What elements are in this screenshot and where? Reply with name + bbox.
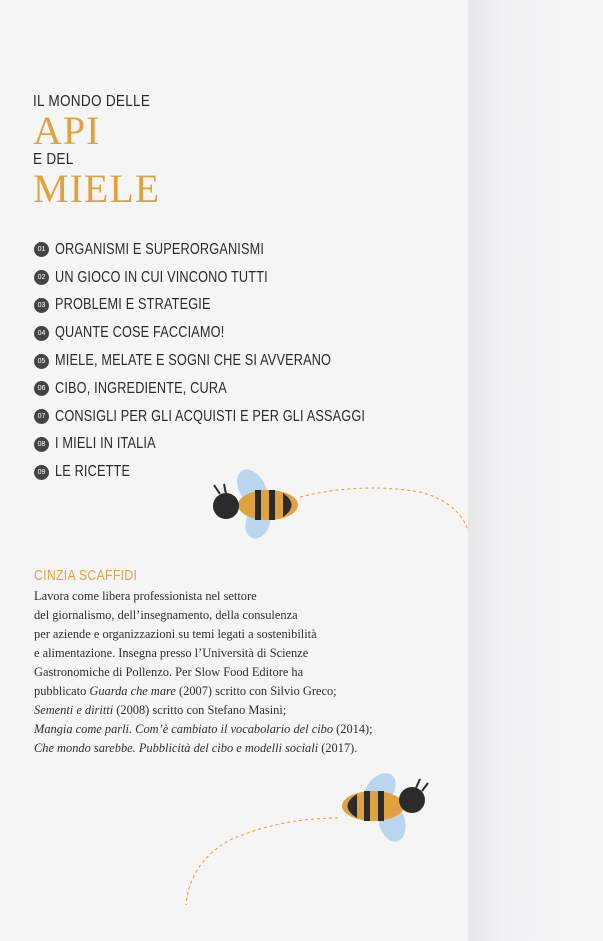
bee-icon [213, 464, 298, 542]
title-word-api: API [33, 108, 101, 153]
toc-item-label: QUANTE COSE FACCIAMO! [55, 324, 225, 342]
toc-number-badge: 03 [34, 298, 49, 313]
bio-line [34, 701, 454, 720]
toc-item-label: CONSIGLI PER GLI ACQUISTI E PER GLI ASSAGGI [55, 407, 366, 425]
bio-line: del giornalismo, dell’insegnamento, della consulenza [34, 608, 298, 622]
toc-number-badge: 07 [34, 409, 49, 424]
toc-number-badge: 05 [34, 354, 49, 369]
toc-item-label: CIBO, INGREDIENTE, CURA [55, 379, 227, 397]
author-name: CINZIA SCAFFIDI [34, 568, 138, 584]
bio-line: e alimentazione. Insegna presso l’Università di Scienze [34, 646, 309, 660]
toc-item-label: LE RICETTE [55, 463, 131, 481]
bio-line [34, 682, 454, 701]
flight-path-upper [300, 488, 468, 530]
book-title: Mangia come parli. Com’è cambiato il vocabolario del cibo [34, 722, 334, 736]
bio-line: Gastronomiche di Pollenzo. Per Slow Food Editore ha [34, 665, 304, 679]
bio-text: (2008) scritto con Stefano Masini; [113, 703, 287, 717]
book-title: Che mondo sarebbe. Pubblicità del cibo e modelli sociali [34, 741, 319, 755]
title-line-3: E DEL [33, 151, 74, 168]
title-word-miele: MIELE [33, 166, 161, 211]
book-title: Sementi e diritti [34, 703, 114, 717]
toc-item-label: MIELE, MELATE E SOGNI CHE SI AVVERANO [55, 352, 332, 370]
toc-number-badge: 02 [34, 270, 49, 285]
bio-text: (2014); [333, 722, 373, 736]
bio-line [34, 720, 454, 739]
author-section [34, 568, 454, 758]
bio-text: pubblicato [34, 684, 90, 698]
toc-item-label: ORGANISMI E SUPERORGANISMI [55, 240, 265, 258]
bee-icon [342, 767, 428, 845]
toc-item-label: PROBLEMI E STRATEGIE [55, 296, 211, 314]
bio-line [34, 739, 454, 758]
toc-item-label: UN GIOCO IN CUI VINCONO TUTTI [55, 268, 268, 286]
toc-number-badge: 01 [34, 242, 49, 257]
bio-text: (2007) scritto con Silvio Greco; [175, 684, 337, 698]
toc-number-badge: 09 [34, 465, 49, 480]
toc-number-badge: 06 [34, 381, 49, 396]
toc-item-label: I MIELI IN ITALIA [55, 435, 156, 453]
author-bio [34, 587, 454, 758]
bio-line: Lavora come libera professionista nel settore [34, 589, 257, 603]
flight-path-lower [186, 818, 338, 905]
toc-number-badge: 08 [34, 437, 49, 452]
toc-number-badge: 04 [34, 326, 49, 341]
book-title: Guarda che mare [89, 684, 176, 698]
bio-text: (2017). [318, 741, 358, 755]
bio-line: per aziende e organizzazioni su temi legati a sostenibilità [34, 627, 317, 641]
title-line-1: IL MONDO DELLE [33, 93, 151, 110]
